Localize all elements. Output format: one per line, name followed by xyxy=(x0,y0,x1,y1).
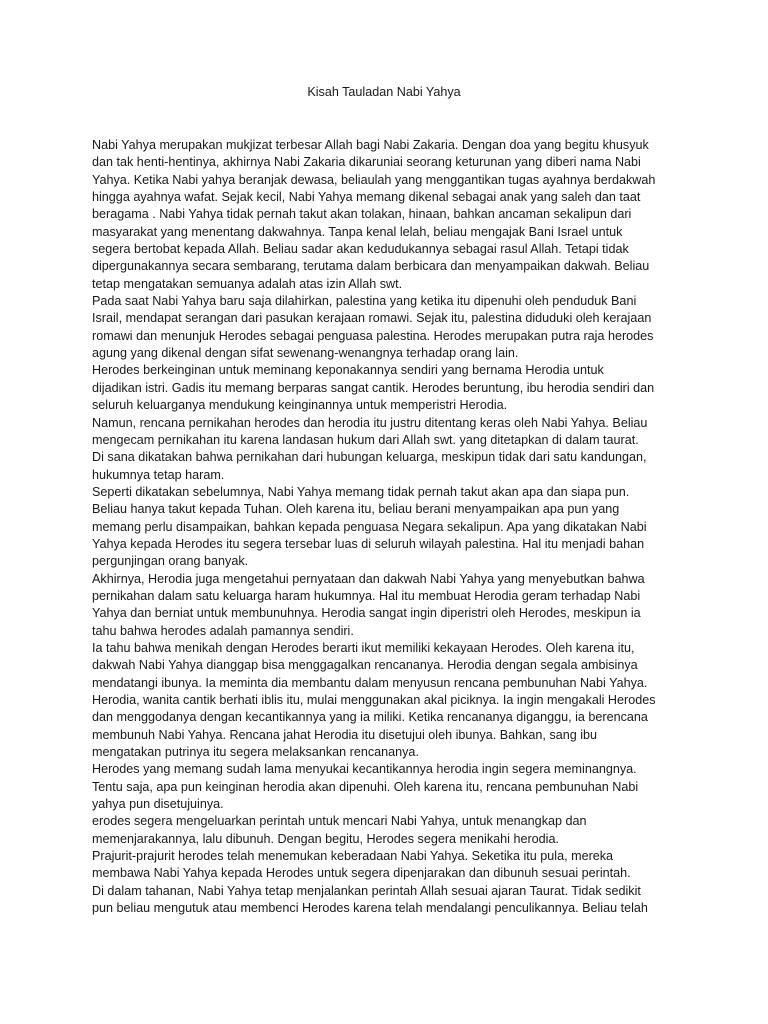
text-line: dan tak henti-hentinya, akhirnya Nabi Zakaria dikaruniai seorang keturunan yang diberi nama Nabi xyxy=(92,155,641,170)
text-line: membunuh Nabi Yahya. Rencana jahat Herodia itu disetujui oleh ibunya. Bahkan, sang ibu xyxy=(92,727,598,742)
text-line: Tentu saja, apa pun keinginan herodia akan dipenuhi. Oleh karena itu, rencana pembunuhan Nabi xyxy=(92,779,639,794)
text-line: mendatangi ibunya. Ia meminta dia membantu dalam menyusun rencana pembunuhan Nabi Yahya. xyxy=(92,675,648,690)
text-line: mengatakan putrinya itu segera melaksankan rencananya. xyxy=(92,745,419,760)
text-line: yahya pun disetujuinya. xyxy=(92,797,224,812)
text-line: Herodes berkeinginan untuk meminang keponakannya sendiri yang bernama Herodia untuk xyxy=(92,363,604,378)
text-line: agung yang dikenal dengan sifat sewenang-wenangnya terhadap orang lain. xyxy=(92,346,519,361)
text-line: masyarakat yang menentang dakwahnya. Tanpa kenal lelah, beliau mengajak Bani Israel untuk xyxy=(92,224,623,239)
document-body xyxy=(92,137,692,917)
text-line: Herodes yang memang sudah lama menyukai kecantikannya herodia ingin segera meminangnya. xyxy=(92,762,637,777)
text-line: erodes segera mengeluarkan perintah untuk mencari Nabi Yahya, untuk menangkap dan xyxy=(92,814,587,829)
text-line: Nabi Yahya merupakan mukjizat terbesar Allah bagi Nabi Zakaria. Dengan doa yang begitu khusyuk xyxy=(92,138,649,152)
text-line: memang perlu disampaikan, bahkan kepada penguasa Negara sekalipun. Apa yang dikatakan Nabi xyxy=(92,519,647,534)
text-line: Di dalam tahanan, Nabi Yahya tetap menjalankan perintah Allah sesuai ajaran Taurat. Tidak sedikit xyxy=(92,883,641,898)
text-line: Namun, rencana pernikahan herodes dan herodia itu justru ditentang keras oleh Nabi Yahya. Beliau xyxy=(92,415,648,430)
text-line: Yahya. Ketika Nabi yahya beranjak dewasa, beliaulah yang menggantikan tugas ayahnya berdakwah xyxy=(92,172,656,187)
text-line: dakwah Nabi Yahya dianggap bisa menggagalkan rencananya. Herodia dengan segala ambisinya xyxy=(92,658,638,673)
text-line: Akhirnya, Herodia juga mengetahui pernyataan dan dakwah Nabi Yahya yang menyebutkan bahwa xyxy=(92,571,645,586)
text-line: Israil, mendapat serangan dari pasukan kerajaan romawi. Sejak itu, palestina diduduki oleh kerajaan xyxy=(92,311,652,326)
text-line: pergunjingan orang banyak. xyxy=(92,554,249,569)
text-line: beragama . Nabi Yahya tidak pernah takut akan tolakan, hinaan, bahkan ancaman sekalipun dari xyxy=(92,207,632,222)
text-line: tahu bahwa herodes adalah pamannya sendiri. xyxy=(92,623,354,638)
text-line: Yahya kepada Herodes itu segera tersebar luas di seluruh wilayah palestina. Hal itu menjadi bahan xyxy=(92,536,645,551)
text-line: Beliau hanya takut kepada Tuhan. Oleh karena itu, beliau berani menyampaikan apa pun yang xyxy=(92,502,620,517)
text-line: pun beliau mengutuk atau membenci Herodes karena telah mendalangi penculikannya. Beliau telah xyxy=(92,901,648,916)
text-line: membawa Nabi Yahya kepada Herodes untuk segera dipenjarakan dan dibunuh sesuai perintah. xyxy=(92,866,631,881)
text-line: Herodia, wanita cantik berhati iblis itu, mulai menggunakan akal piciknya. Ia ingin mengakali Herodes xyxy=(92,693,656,707)
text-line: pernikahan dalam satu keluarga haram hukumnya. Hal itu membuat Herodia geram terhadap Nabi xyxy=(92,588,641,603)
text-line: dijadikan istri. Gadis itu memang berparas sangat cantik. Herodes beruntung, ibu herodia sendiri dan xyxy=(92,380,655,395)
text-line: dipergunakannya secara sembarang, terutama dalam berbicara dan menyampaikan dakwah. Beliau xyxy=(92,259,650,274)
document-title: Kisah Tauladan Nabi Yahya xyxy=(307,85,461,99)
text-line: Ia tahu bahwa menikah dengan Herodes berarti ikut memiliki kekayaan Herodes. Oleh karena itu, xyxy=(92,640,635,655)
text-line: hingga ayahnya wafat. Sejak kecil, Nabi Yahya memang dikenal sebagai anak yang saleh dan taat xyxy=(92,190,641,205)
text-line: Pada saat Nabi Yahya baru saja dilahirkan, palestina yang ketika itu dipenuhi oleh penduduk Bani xyxy=(92,294,637,309)
text-line: Di sana dikatakan bahwa pernikahan dari hubungan keluarga, meskipun tidak dari satu kandungan, xyxy=(92,450,647,465)
text-line: dan menggodanya dengan kecantikannya yang ia miliki. Ketika rencananya diganggu, ia berencana xyxy=(92,710,648,725)
text-line: Yahya dan berniat untuk membunuhnya. Herodia sangat ingin diperistri oleh Herodes, meskipun ia xyxy=(92,606,641,621)
text-line: mengecam pernikahan itu karena landasan hukum dari Allah swt. yang ditetapkan di dalam taurat. xyxy=(92,432,639,447)
text-line: Prajurit-prajurit herodes telah menemukan keberadaan Nabi Yahya. Seketika itu pula, mereka xyxy=(92,849,614,864)
text-line: hukumnya tetap haram. xyxy=(92,467,225,482)
text-line: Seperti dikatakan sebelumnya, Nabi Yahya memang tidak pernah takut akan apa dan siapa pun. xyxy=(92,484,630,499)
text-line: memenjarakannya, lalu dibunuh. Dengan begitu, Herodes segera menikahi herodia. xyxy=(92,831,559,846)
text-line: romawi dan menunjuk Herodes sebagai penguasa palestina. Herodes merupakan putra raja herodes xyxy=(92,328,654,343)
text-line: segera bertobat kepada Allah. Beliau sadar akan kedudukannya sebagai rasul Allah. Tetapi tidak xyxy=(92,242,629,257)
text-line: tetap mengatakan semuanya adalah atas izin Allah swt. xyxy=(92,276,403,291)
text-line: seluruh keluarganya mendukung keinginannya untuk memperistri Herodia. xyxy=(92,398,508,413)
